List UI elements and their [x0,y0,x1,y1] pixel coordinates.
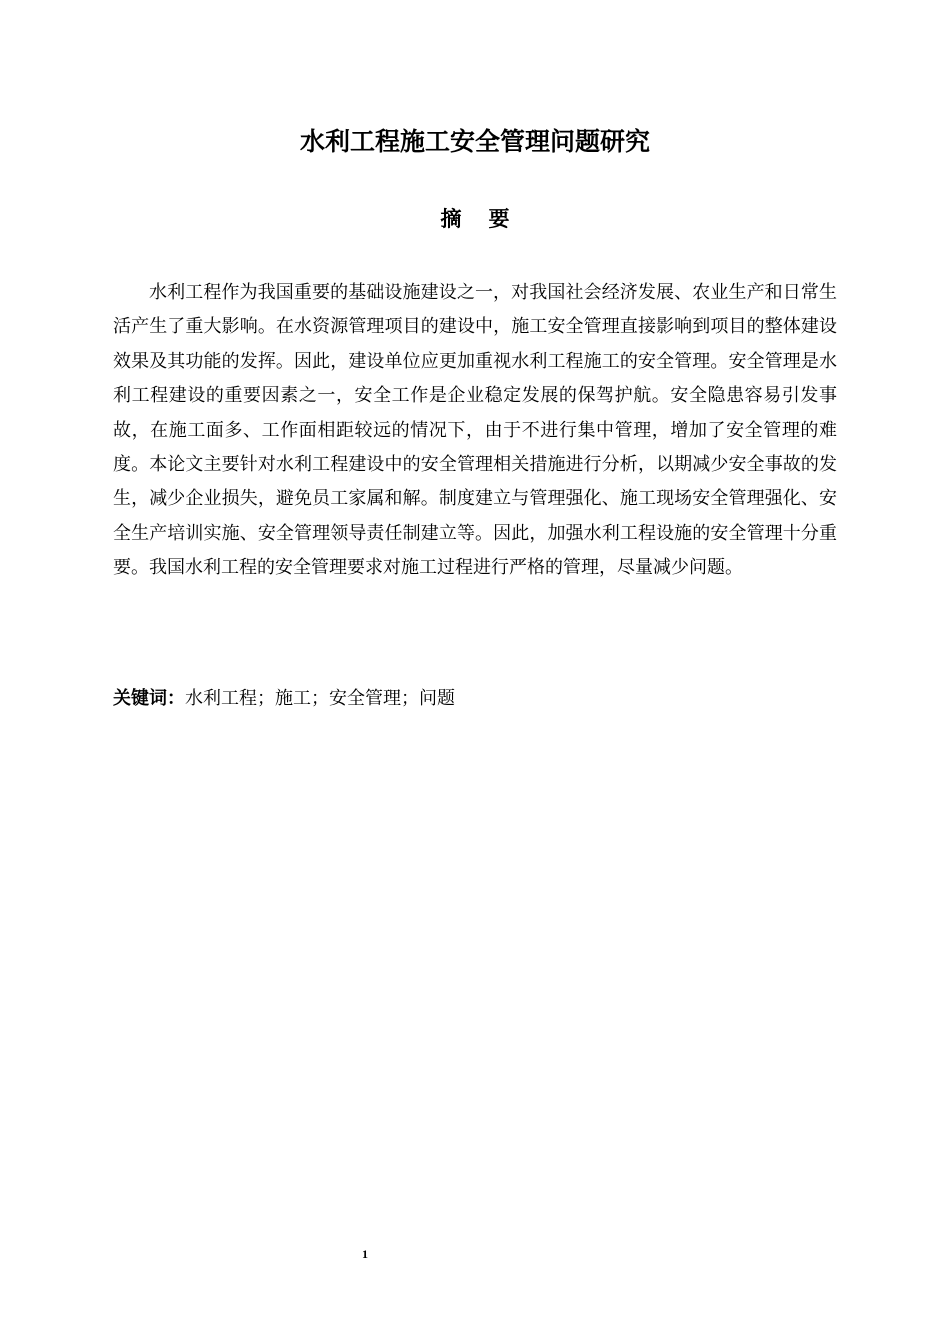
keywords-value: 水利工程；施工；安全管理；问题 [185,688,455,709]
keywords-label: 关键词： [113,688,185,709]
document-title: 水利工程施工安全管理问题研究 [299,127,650,156]
page-number: 1 [362,1247,368,1261]
abstract-heading: 摘要 [440,207,537,231]
abstract-body: 水利工程作为我国重要的基础设施建设之一，对我国社会经济发展、农业生产和日常生活产生了重大影响。在水资源管理项目的建设中，施工安全管理直接影响到项目的整体建设效果及其功能的发挥。因此，建设单位应更加重视水利工程施工的安全管理。安全管理是水利工程建设的重要因素之一，安全工作是企业稳定发展的保驾护航。安全隐患容易引发事故，在施工面多、工作面相距较远的情况下，由于不进行集中管理，增加了安全管理的难度。本论文主要针对水利工程建设中的安全管理相关措施进行分析，以期减少安全事故的发生，减少企业损失，避免员工家属和解。制度建立与管理强化、施工现场安全管理强化、安全生产培训实施、安全管理领导责任制建立等。因此，加强水利工程设施的安全管理十分重要。我国水利工程的安全管理要求对施工过程进行严格的管理，尽量减少问题。 [113,282,837,579]
keywords-line [113,684,837,714]
